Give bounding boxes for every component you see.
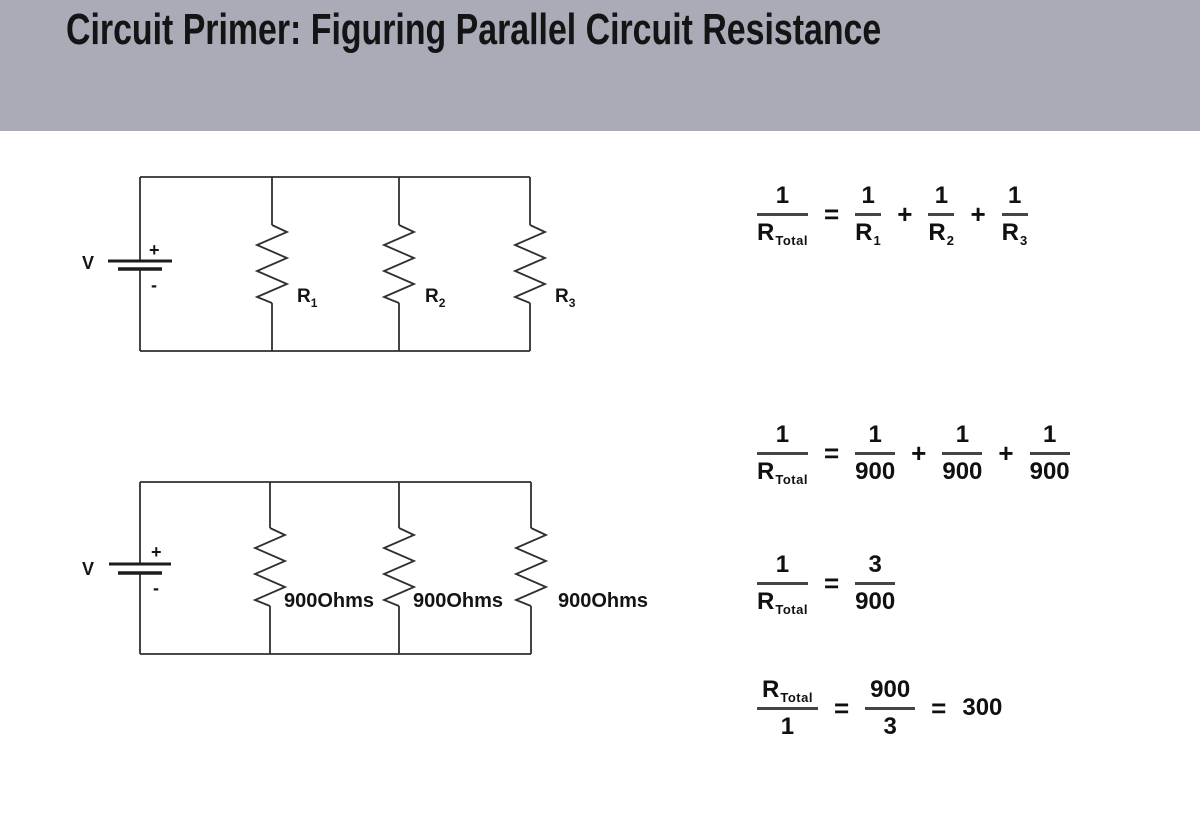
resistor-zigzag — [515, 225, 545, 303]
resistor-zigzag — [257, 225, 287, 303]
fraction-one-over-r2 — [928, 182, 954, 246]
battery-minus-sign: - — [153, 578, 159, 598]
resistor-label-base: R — [425, 286, 439, 307]
equals-sign: = — [823, 437, 840, 468]
fraction-one-over-rtotal — [757, 421, 808, 485]
equals-sign: = — [823, 198, 840, 229]
fraction-numerator — [757, 676, 818, 710]
fraction-numerator: 1 — [757, 551, 808, 585]
fraction-denominator: 900 — [855, 457, 896, 485]
circuit-top — [82, 177, 576, 351]
resistor-label-r3 — [555, 286, 576, 310]
plus-sign: + — [897, 198, 913, 229]
resistor-zigzag — [384, 528, 414, 606]
fraction-numerator: 1 — [757, 182, 808, 216]
fraction-one-over-r3 — [1002, 182, 1028, 246]
fraction-numerator: 1 — [942, 421, 982, 455]
fraction-900-over-three — [865, 676, 915, 740]
fraction-one-over-900 — [1030, 421, 1070, 485]
equals-sign: = — [823, 567, 840, 598]
fraction-one-over-rtotal — [757, 551, 808, 615]
fraction-denominator — [855, 216, 881, 247]
resistor-value-label-1: 900Ohms — [284, 590, 375, 612]
equation-substituted-values — [757, 421, 1070, 485]
symbol-r: R — [757, 587, 775, 615]
fraction-numerator: 900 — [865, 676, 915, 710]
symbol-r: R — [762, 676, 780, 703]
symbol-r: R — [757, 457, 775, 485]
symbol-r: R — [1001, 218, 1019, 246]
fraction-denominator: 1 — [780, 712, 795, 740]
equation-summed-fraction — [757, 551, 895, 615]
fraction-denominator: 900 — [942, 457, 983, 485]
circuit-bottom — [82, 482, 648, 654]
fraction-denominator — [757, 216, 808, 247]
symbol-r: R — [855, 218, 873, 246]
fraction-numerator: 1 — [855, 421, 895, 455]
resistor-label-subscript: 3 — [568, 296, 576, 310]
fraction-numerator: 1 — [855, 182, 881, 216]
subscript-2: 2 — [946, 232, 955, 248]
page-title: Circuit Primer: Figuring Parallel Circuit Resistance — [66, 5, 882, 54]
subscript-total: Total — [775, 471, 808, 487]
plus-sign: + — [911, 437, 927, 468]
fraction-one-over-r1 — [855, 182, 881, 246]
plus-sign: + — [998, 437, 1014, 468]
resistor-label-subscript: 2 — [438, 296, 446, 310]
subscript-3: 3 — [1020, 232, 1028, 248]
equation-final-result — [757, 676, 1002, 740]
symbol-r: R — [928, 218, 946, 246]
subscript-total: Total — [775, 601, 808, 617]
equation-parallel-resistance-formula — [757, 182, 1028, 246]
resistor-label-base: R — [297, 286, 311, 307]
fraction-denominator — [1002, 216, 1028, 247]
fraction-denominator: 900 — [855, 587, 896, 615]
fraction-numerator: 1 — [928, 182, 954, 216]
fraction-denominator: 900 — [1029, 457, 1070, 485]
resistor-label-base: R — [555, 286, 569, 307]
final-resistance-value: 300 — [962, 694, 1003, 722]
fraction-numerator: 1 — [1030, 421, 1070, 455]
subscript-1: 1 — [873, 232, 882, 248]
resistor-zigzag — [255, 528, 285, 606]
fraction-denominator — [757, 455, 808, 486]
fraction-denominator: 3 — [883, 712, 897, 740]
fraction-denominator — [757, 585, 808, 616]
fraction-rtotal-over-one — [757, 676, 818, 740]
fraction-numerator: 3 — [855, 551, 895, 585]
fraction-one-over-900 — [855, 421, 895, 485]
resistor-label-r1 — [297, 286, 318, 310]
fraction-one-over-900 — [942, 421, 982, 485]
fraction-one-over-rtotal — [757, 182, 808, 246]
voltage-source-label: V — [82, 253, 95, 273]
resistor-value-label-3: 900Ohms — [558, 590, 649, 612]
equals-sign: = — [931, 692, 947, 723]
equals-sign: = — [833, 692, 850, 723]
subscript-total: Total — [780, 690, 813, 705]
resistor-zigzag — [384, 225, 414, 303]
symbol-r: R — [757, 218, 775, 246]
battery-plus-sign: + — [149, 240, 160, 260]
resistor-zigzag — [516, 528, 546, 606]
battery-plus-sign: + — [151, 542, 162, 562]
resistor-label-r2 — [425, 286, 446, 310]
subscript-total: Total — [775, 232, 808, 248]
fraction-numerator: 1 — [757, 421, 808, 455]
voltage-source-label: V — [82, 559, 95, 579]
fraction-three-over-900 — [855, 551, 895, 615]
fraction-numerator: 1 — [1002, 182, 1028, 216]
resistor-label-subscript: 1 — [310, 296, 318, 310]
battery-minus-sign: - — [151, 275, 157, 295]
fraction-denominator — [928, 216, 954, 247]
resistor-value-label-2: 900Ohms — [413, 590, 504, 612]
plus-sign: + — [970, 198, 986, 229]
